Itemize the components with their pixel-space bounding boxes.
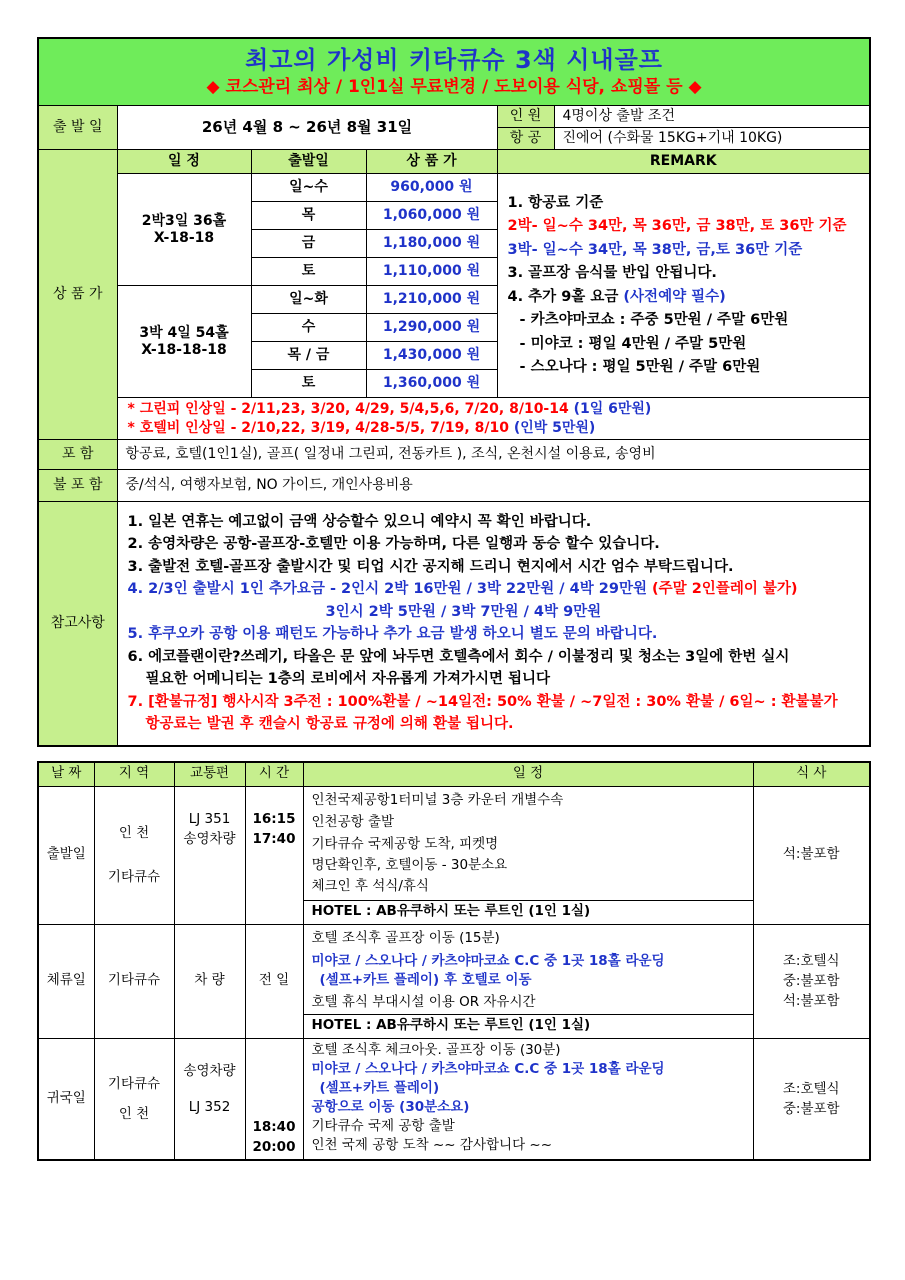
departure-value: 26년 4월 8 ~ 26년 8월 31일 <box>117 106 497 150</box>
price-label: 상 품 가 <box>38 150 117 440</box>
remark-line: 2박- 일~수 34만, 목 36만, 금 38만, 토 36만 기준 <box>507 218 847 234</box>
price-amount: 1,360,000 원 <box>366 370 497 398</box>
price-day: 토 <box>251 370 366 398</box>
sched-header-itinerary: 일 정 <box>303 762 753 786</box>
note-line: 필요한 어메니티는 1층의 로비에서 자유롭게 가져가시면 됩니다 <box>145 671 551 688</box>
package-2n3d: 2박3일 36홀 X-18-18 <box>117 174 251 286</box>
day3-itinerary: 호텔 조식후 체크아웃. 골프장 이동 (30분) 미야코 / 스오나다 / 카츠야마코쇼 C.C 중 1곳 18홀 라운딩 (셀프+카트 플레이) 공항으로 이동 (30분소요) 기타큐슈 국제 공항 출발 인천 국제 공항 도착 ~~ 감사합니다 ~~ <box>303 1038 753 1160</box>
day1-meal: 석:불포함 <box>753 786 870 924</box>
include-label: 포 함 <box>38 440 117 470</box>
product-info-table <box>37 37 871 747</box>
day3-transport: 송영차량 LJ 352 <box>174 1038 245 1160</box>
price-amount: 1,430,000 원 <box>366 342 497 370</box>
people-label: 인 원 <box>497 106 554 128</box>
page-subtitle: ◆ 코스관리 최상 / 1인1실 무료변경 / 도보이용 식당, 쇼핑몰 등 ◆ <box>206 77 702 97</box>
note-line: 3인시 2박 5만원 / 3박 7만원 / 4박 9만원 <box>325 603 602 620</box>
day2-region: 기타큐슈 <box>94 924 174 1038</box>
price-amount: 1,290,000 원 <box>366 314 497 342</box>
airline-value: 진에어 (수화물 15KG+기내 10KG) <box>554 128 870 150</box>
price-day: 목 / 금 <box>251 342 366 370</box>
day2-itinerary: 호텔 조식후 골프장 이동 (15분) 미야코 / 스오나다 / 카츠야마코쇼 C.C 중 1곳 18홀 라운딩 (셀프+카트 플레이) 후 호텔로 이동 호텔 휴식 부대시설 이용 OR 자유시간 <box>303 924 753 1014</box>
price-header-schedule: 일 정 <box>117 150 251 174</box>
note-line: 3. 출발전 호텔-골프장 출발시간 및 티업 시간 공지해 드리니 현지에서 시간 엄수 부탁드립니다. <box>127 558 734 575</box>
day3-region: 기타큐슈 인 천 <box>94 1038 174 1160</box>
sched-header-meal: 식 사 <box>753 762 870 786</box>
package-3n4d: 3박 4일 54홀 X-18-18-18 <box>117 286 251 398</box>
remark-line: 1. 항공료 기준 <box>507 194 604 211</box>
price-day: 토 <box>251 258 366 286</box>
remark-line: 3박- 일~수 34만, 목 38만, 금,토 36만 기준 <box>507 241 803 258</box>
note-line: 6. 에코플랜이란?쓰레기, 타올은 문 앞에 놔두면 호텔측에서 회수 / 이불정리 및 청소는 3일에 한번 실시 <box>127 648 790 665</box>
day3-date: 귀국일 <box>38 1038 94 1160</box>
note-line: 7. [환불규정] 행사시작 3주전 : 100%환불 / ~14일전: 50% 환불 / ~7일전 : 30% 환불 / 6일~ : 환불불가 <box>127 693 838 710</box>
price-day: 일~수 <box>251 174 366 202</box>
remark-line: 3. 골프장 음식물 반입 안됩니다. <box>507 265 717 281</box>
day1-date: 출발일 <box>38 786 94 924</box>
note-line: 5. 후쿠오카 공항 이용 패턴도 가능하나 추가 요금 발생 하오니 별도 문의 바랍니다. <box>127 626 658 643</box>
page-title: 최고의 가성비 키타큐슈 3색 시내골프 <box>245 46 663 74</box>
day2-transport: 차 량 <box>174 924 245 1038</box>
header-banner <box>38 38 870 106</box>
price-day: 수 <box>251 314 366 342</box>
remark-line: - 카츠야마코쇼 : 주중 5만원 / 주말 6만원 <box>519 312 789 328</box>
sched-header-transport: 교통편 <box>174 762 245 786</box>
notes-label: 참고사항 <box>38 502 117 746</box>
price-header-departure: 출발일 <box>251 150 366 174</box>
day1-itinerary: 인천국제공항1터미널 3층 카운터 개별수속 인천공항 출발 기타큐슈 국제공항 도착, 피켓명 명단확인후, 호텔이동 - 30분소요 체크인 후 석식/휴식 <box>303 786 753 900</box>
people-value: 4명이상 출발 조건 <box>554 106 870 128</box>
departure-label: 출 발 일 <box>38 106 117 150</box>
note-line: 4. 2/3인 출발시 1인 추가요금 - 2인시 2박 16만원 / 3박 22만원 / 4박 29만원 (주말 2인플레이 불가) <box>127 581 798 598</box>
greenfee-surcharge: * 그린피 인상일 - 2/11,23, 3/20, 4/29, 5/4,5,6, 7/20, 8/10-14 (1일 6만원) <box>127 400 652 417</box>
day2-hotel: HOTEL : AB유쿠하시 또는 루트인 (1인 1실) <box>303 1014 753 1038</box>
note-line: 2. 송영차량은 공항-골프장-호텔만 이용 가능하며, 다른 일행과 동승 할수 있습니다. <box>127 536 660 553</box>
sched-header-date: 날 짜 <box>38 762 94 786</box>
notes-box <box>117 502 870 746</box>
day1-time: 16:15 17:40 <box>245 786 303 924</box>
price-amount: 1,110,000 원 <box>366 258 497 286</box>
day1-region: 인 천 기타큐슈 <box>94 786 174 924</box>
remark-box <box>497 174 870 398</box>
day2-time: 전 일 <box>245 924 303 1038</box>
airline-label: 항 공 <box>497 128 554 150</box>
day3-meal: 조:호텔식 중:불포함 <box>753 1038 870 1160</box>
note-line: 1. 일본 연휴는 예고없이 금액 상승할수 있으니 예약시 꼭 확인 바랍니다. <box>127 513 592 530</box>
day1-hotel: HOTEL : AB유쿠하시 또는 루트인 (1인 1실) <box>303 900 753 924</box>
surcharge-notes <box>117 398 870 440</box>
day2-meal: 조:호텔식 중:불포함 석:불포함 <box>753 924 870 1038</box>
hotel-surcharge: * 호텔비 인상일 - 2/10,22, 3/19, 4/28-5/5, 7/19, 8/10 (인박 5만원) <box>127 419 596 436</box>
price-amount: 1,180,000 원 <box>366 230 497 258</box>
include-value: 항공료, 호텔(1인1실), 골프( 일정내 그린피, 전동카트 ), 조식, 온천시설 이용료, 송영비 <box>117 440 870 470</box>
exclude-value: 중/석식, 여행자보험, NO 가이드, 개인사용비용 <box>117 470 870 502</box>
exclude-label: 불 포 함 <box>38 470 117 502</box>
price-amount: 960,000 원 <box>366 174 497 202</box>
price-header-price: 상 품 가 <box>366 150 497 174</box>
day2-date: 체류일 <box>38 924 94 1038</box>
price-day: 금 <box>251 230 366 258</box>
remark-line: - 미야코 : 평일 4만원 / 주말 5만원 <box>519 335 747 352</box>
sched-header-time: 시 간 <box>245 762 303 786</box>
note-line: 항공료는 발권 후 캔슬시 항공료 규정에 의해 환불 됩니다. <box>145 716 514 733</box>
price-amount: 1,210,000 원 <box>366 286 497 314</box>
price-day: 일~화 <box>251 286 366 314</box>
price-day: 목 <box>251 202 366 230</box>
sched-header-region: 지 역 <box>94 762 174 786</box>
remark-line: - 스오나다 : 평일 5만원 / 주말 6만원 <box>519 359 761 375</box>
day3-time: 18:40 20:00 <box>245 1038 303 1160</box>
day1-transport: LJ 351 송영차량 <box>174 786 245 924</box>
remark-line: 4. 추가 9홀 요금 (사전예약 필수) <box>507 288 726 305</box>
price-header-remark: REMARK <box>497 150 870 174</box>
price-amount: 1,060,000 원 <box>366 202 497 230</box>
schedule-table <box>37 761 871 1161</box>
